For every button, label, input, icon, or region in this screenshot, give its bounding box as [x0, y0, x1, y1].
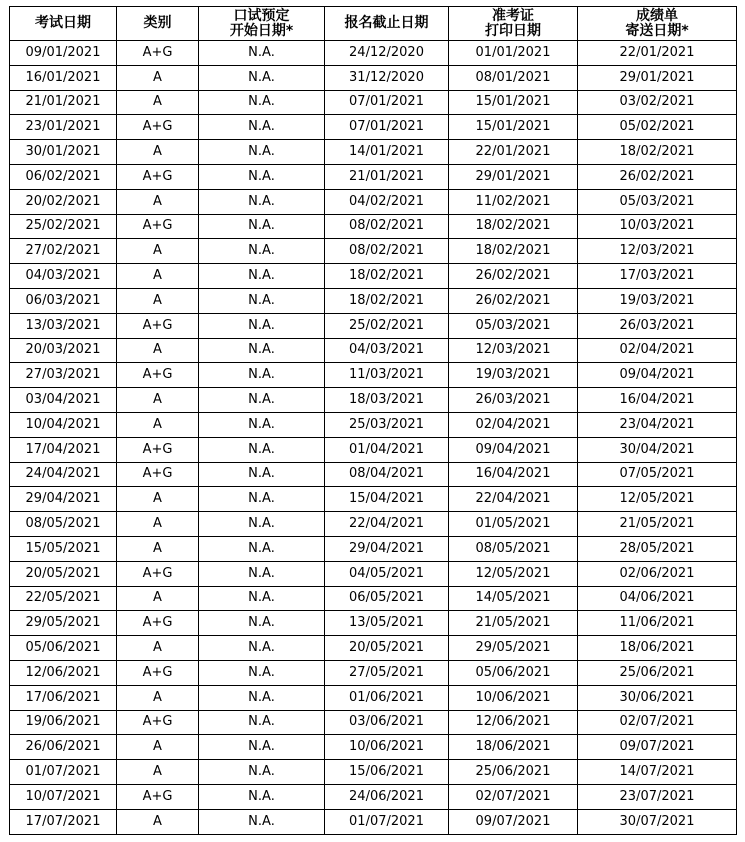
speaking-start-date-cell: N.A.: [199, 264, 325, 289]
admission-ticket-print-date-cell: 22/04/2021: [449, 487, 578, 512]
exam-date-cell: 23/01/2021: [10, 115, 117, 140]
admission-ticket-print-date-cell: 26/03/2021: [449, 388, 578, 413]
registration-deadline-cell: 11/03/2021: [325, 363, 449, 388]
speaking-start-date-cell: N.A.: [199, 288, 325, 313]
exam-date-cell: 10/07/2021: [10, 784, 117, 809]
admission-ticket-print-date-cell: 12/06/2021: [449, 710, 578, 735]
exam-date-cell: 12/06/2021: [10, 660, 117, 685]
table-row: [10, 412, 737, 437]
speaking-start-date-cell: N.A.: [199, 388, 325, 413]
results-dispatch-date-cell: 23/07/2021: [578, 784, 737, 809]
results-dispatch-date-cell: 14/07/2021: [578, 760, 737, 785]
exam-date-cell: 20/03/2021: [10, 338, 117, 363]
column-header-line: 准考证: [492, 7, 534, 24]
results-dispatch-date-cell: 03/02/2021: [578, 90, 737, 115]
category-cell: A+G: [117, 710, 199, 735]
speaking-start-date-cell: N.A.: [199, 660, 325, 685]
exam-date-cell: 04/03/2021: [10, 264, 117, 289]
table-row: [10, 388, 737, 413]
table-row: [10, 487, 737, 512]
admission-ticket-print-date-cell: 15/01/2021: [449, 115, 578, 140]
results-dispatch-date-cell: 04/06/2021: [578, 586, 737, 611]
category-cell: A+G: [117, 313, 199, 338]
speaking-start-date-cell: N.A.: [199, 462, 325, 487]
exam-date-cell: 26/06/2021: [10, 735, 117, 760]
speaking-start-date-cell: N.A.: [199, 313, 325, 338]
speaking-start-date-cell: N.A.: [199, 735, 325, 760]
category-cell: A: [117, 239, 199, 264]
admission-ticket-print-date-cell: 19/03/2021: [449, 363, 578, 388]
registration-deadline-cell: 01/04/2021: [325, 437, 449, 462]
speaking-start-date-cell: N.A.: [199, 140, 325, 165]
column-header-line: 开始日期*: [229, 22, 294, 39]
speaking-start-date-cell: N.A.: [199, 239, 325, 264]
table-row: [10, 264, 737, 289]
column-header-speaking-start-date: [199, 7, 325, 41]
registration-deadline-cell: 01/06/2021: [325, 685, 449, 710]
table-row: [10, 363, 737, 388]
table-row: [10, 65, 737, 90]
results-dispatch-date-cell: 28/05/2021: [578, 536, 737, 561]
category-cell: A+G: [117, 561, 199, 586]
results-dispatch-date-cell: 30/07/2021: [578, 809, 737, 834]
table-row: [10, 561, 737, 586]
results-dispatch-date-cell: 07/05/2021: [578, 462, 737, 487]
category-cell: A: [117, 586, 199, 611]
admission-ticket-print-date-cell: 09/04/2021: [449, 437, 578, 462]
table-row: [10, 636, 737, 661]
category-cell: A+G: [117, 41, 199, 66]
registration-deadline-cell: 21/01/2021: [325, 164, 449, 189]
column-header-registration-deadline: [325, 7, 449, 41]
results-dispatch-date-cell: 29/01/2021: [578, 65, 737, 90]
table-row: [10, 313, 737, 338]
admission-ticket-print-date-cell: 05/03/2021: [449, 313, 578, 338]
table-row: [10, 735, 737, 760]
table-row: [10, 164, 737, 189]
table-row: [10, 214, 737, 239]
speaking-start-date-cell: N.A.: [199, 536, 325, 561]
exam-date-cell: 19/06/2021: [10, 710, 117, 735]
results-dispatch-date-cell: 30/06/2021: [578, 685, 737, 710]
table-row: [10, 809, 737, 834]
registration-deadline-cell: 13/05/2021: [325, 611, 449, 636]
category-cell: A+G: [117, 611, 199, 636]
registration-deadline-cell: 10/06/2021: [325, 735, 449, 760]
table-row: [10, 784, 737, 809]
admission-ticket-print-date-cell: 08/01/2021: [449, 65, 578, 90]
category-cell: A: [117, 809, 199, 834]
exam-date-cell: 06/02/2021: [10, 164, 117, 189]
registration-deadline-cell: 08/02/2021: [325, 214, 449, 239]
registration-deadline-cell: 27/05/2021: [325, 660, 449, 685]
speaking-start-date-cell: N.A.: [199, 214, 325, 239]
results-dispatch-date-cell: 30/04/2021: [578, 437, 737, 462]
speaking-start-date-cell: N.A.: [199, 338, 325, 363]
exam-date-cell: 16/01/2021: [10, 65, 117, 90]
exam-date-cell: 20/05/2021: [10, 561, 117, 586]
speaking-start-date-cell: N.A.: [199, 189, 325, 214]
admission-ticket-print-date-cell: 18/02/2021: [449, 214, 578, 239]
admission-ticket-print-date-cell: 01/05/2021: [449, 512, 578, 537]
results-dispatch-date-cell: 23/04/2021: [578, 412, 737, 437]
category-cell: A: [117, 288, 199, 313]
category-cell: A+G: [117, 363, 199, 388]
exam-date-cell: 17/04/2021: [10, 437, 117, 462]
exam-date-cell: 25/02/2021: [10, 214, 117, 239]
exam-date-cell: 03/04/2021: [10, 388, 117, 413]
table-row: [10, 512, 737, 537]
results-dispatch-date-cell: 26/03/2021: [578, 313, 737, 338]
registration-deadline-cell: 07/01/2021: [325, 115, 449, 140]
category-cell: A: [117, 412, 199, 437]
speaking-start-date-cell: N.A.: [199, 65, 325, 90]
registration-deadline-cell: 29/04/2021: [325, 536, 449, 561]
table-row: [10, 90, 737, 115]
category-cell: A: [117, 735, 199, 760]
registration-deadline-cell: 31/12/2020: [325, 65, 449, 90]
speaking-start-date-cell: N.A.: [199, 586, 325, 611]
exam-date-cell: 15/05/2021: [10, 536, 117, 561]
table-row: [10, 536, 737, 561]
exam-date-cell: 01/07/2021: [10, 760, 117, 785]
results-dispatch-date-cell: 02/07/2021: [578, 710, 737, 735]
table-row: [10, 685, 737, 710]
exam-date-cell: 10/04/2021: [10, 412, 117, 437]
column-header-results-dispatch-date: [578, 7, 737, 41]
category-cell: A: [117, 65, 199, 90]
category-cell: A: [117, 685, 199, 710]
column-header-category: [117, 7, 199, 41]
admission-ticket-print-date-cell: 02/04/2021: [449, 412, 578, 437]
speaking-start-date-cell: N.A.: [199, 636, 325, 661]
table-row: [10, 41, 737, 66]
table-header: [10, 7, 737, 41]
exam-date-cell: 09/01/2021: [10, 41, 117, 66]
registration-deadline-cell: 18/02/2021: [325, 264, 449, 289]
results-dispatch-date-cell: 25/06/2021: [578, 660, 737, 685]
category-cell: A: [117, 90, 199, 115]
admission-ticket-print-date-cell: 05/06/2021: [449, 660, 578, 685]
admission-ticket-print-date-cell: 02/07/2021: [449, 784, 578, 809]
admission-ticket-print-date-cell: 25/06/2021: [449, 760, 578, 785]
exam-date-cell: 17/06/2021: [10, 685, 117, 710]
registration-deadline-cell: 04/03/2021: [325, 338, 449, 363]
category-cell: A: [117, 338, 199, 363]
category-cell: A: [117, 189, 199, 214]
exam-date-cell: 08/05/2021: [10, 512, 117, 537]
registration-deadline-cell: 08/02/2021: [325, 239, 449, 264]
column-header-admission-ticket-print-date: [449, 7, 578, 41]
results-dispatch-date-cell: 26/02/2021: [578, 164, 737, 189]
speaking-start-date-cell: N.A.: [199, 90, 325, 115]
registration-deadline-cell: 15/06/2021: [325, 760, 449, 785]
admission-ticket-print-date-cell: 22/01/2021: [449, 140, 578, 165]
registration-deadline-cell: 03/06/2021: [325, 710, 449, 735]
column-header-line: 考试日期: [35, 15, 91, 31]
registration-deadline-cell: 01/07/2021: [325, 809, 449, 834]
speaking-start-date-cell: N.A.: [199, 41, 325, 66]
registration-deadline-cell: 24/12/2020: [325, 41, 449, 66]
table-row: [10, 189, 737, 214]
admission-ticket-print-date-cell: 12/03/2021: [449, 338, 578, 363]
results-dispatch-date-cell: 09/04/2021: [578, 363, 737, 388]
speaking-start-date-cell: N.A.: [199, 809, 325, 834]
registration-deadline-cell: 15/04/2021: [325, 487, 449, 512]
exam-date-cell: 13/03/2021: [10, 313, 117, 338]
exam-date-cell: 30/01/2021: [10, 140, 117, 165]
category-cell: A+G: [117, 164, 199, 189]
admission-ticket-print-date-cell: 16/04/2021: [449, 462, 578, 487]
exam-date-cell: 20/02/2021: [10, 189, 117, 214]
exam-date-cell: 06/03/2021: [10, 288, 117, 313]
results-dispatch-date-cell: 02/04/2021: [578, 338, 737, 363]
column-header-line: 成绩单: [636, 7, 678, 24]
exam-date-cell: 05/06/2021: [10, 636, 117, 661]
exam-date-cell: 29/05/2021: [10, 611, 117, 636]
table-row: [10, 710, 737, 735]
admission-ticket-print-date-cell: 21/05/2021: [449, 611, 578, 636]
category-cell: A: [117, 487, 199, 512]
exam-date-cell: 29/04/2021: [10, 487, 117, 512]
admission-ticket-print-date-cell: 18/06/2021: [449, 735, 578, 760]
registration-deadline-cell: 25/02/2021: [325, 313, 449, 338]
results-dispatch-date-cell: 02/06/2021: [578, 561, 737, 586]
registration-deadline-cell: 08/04/2021: [325, 462, 449, 487]
speaking-start-date-cell: N.A.: [199, 164, 325, 189]
table-row: [10, 239, 737, 264]
registration-deadline-cell: 07/01/2021: [325, 90, 449, 115]
registration-deadline-cell: 18/02/2021: [325, 288, 449, 313]
category-cell: A+G: [117, 214, 199, 239]
results-dispatch-date-cell: 10/03/2021: [578, 214, 737, 239]
results-dispatch-date-cell: 18/02/2021: [578, 140, 737, 165]
admission-ticket-print-date-cell: 09/07/2021: [449, 809, 578, 834]
exam-date-cell: 22/05/2021: [10, 586, 117, 611]
speaking-start-date-cell: N.A.: [199, 561, 325, 586]
table-row: [10, 462, 737, 487]
category-cell: A: [117, 760, 199, 785]
registration-deadline-cell: 20/05/2021: [325, 636, 449, 661]
table-row: [10, 760, 737, 785]
speaking-start-date-cell: N.A.: [199, 611, 325, 636]
exam-date-cell: 21/01/2021: [10, 90, 117, 115]
exam-date-cell: 27/02/2021: [10, 239, 117, 264]
registration-deadline-cell: 22/04/2021: [325, 512, 449, 537]
results-dispatch-date-cell: 09/07/2021: [578, 735, 737, 760]
results-dispatch-date-cell: 17/03/2021: [578, 264, 737, 289]
speaking-start-date-cell: N.A.: [199, 363, 325, 388]
speaking-start-date-cell: N.A.: [199, 437, 325, 462]
column-header-line: 打印日期: [485, 22, 541, 39]
table-row: [10, 437, 737, 462]
registration-deadline-cell: 04/02/2021: [325, 189, 449, 214]
column-header-line: 口试预定: [233, 7, 290, 24]
category-cell: A: [117, 536, 199, 561]
admission-ticket-print-date-cell: 08/05/2021: [449, 536, 578, 561]
admission-ticket-print-date-cell: 29/01/2021: [449, 164, 578, 189]
results-dispatch-date-cell: 18/06/2021: [578, 636, 737, 661]
column-header-exam-date: [10, 7, 117, 41]
exam-date-cell: 24/04/2021: [10, 462, 117, 487]
table-row: [10, 338, 737, 363]
speaking-start-date-cell: N.A.: [199, 784, 325, 809]
category-cell: A: [117, 140, 199, 165]
exam-date-cell: 17/07/2021: [10, 809, 117, 834]
speaking-start-date-cell: N.A.: [199, 487, 325, 512]
admission-ticket-print-date-cell: 18/02/2021: [449, 239, 578, 264]
admission-ticket-print-date-cell: 11/02/2021: [449, 189, 578, 214]
category-cell: A+G: [117, 437, 199, 462]
category-cell: A+G: [117, 115, 199, 140]
speaking-start-date-cell: N.A.: [199, 710, 325, 735]
results-dispatch-date-cell: 19/03/2021: [578, 288, 737, 313]
registration-deadline-cell: 24/06/2021: [325, 784, 449, 809]
results-dispatch-date-cell: 05/02/2021: [578, 115, 737, 140]
admission-ticket-print-date-cell: 10/06/2021: [449, 685, 578, 710]
table-row: [10, 288, 737, 313]
category-cell: A+G: [117, 784, 199, 809]
results-dispatch-date-cell: 16/04/2021: [578, 388, 737, 413]
category-cell: A+G: [117, 660, 199, 685]
registration-deadline-cell: 06/05/2021: [325, 586, 449, 611]
column-header-line: 寄送日期*: [625, 22, 689, 39]
speaking-start-date-cell: N.A.: [199, 115, 325, 140]
admission-ticket-print-date-cell: 14/05/2021: [449, 586, 578, 611]
admission-ticket-print-date-cell: 29/05/2021: [449, 636, 578, 661]
results-dispatch-date-cell: 12/03/2021: [578, 239, 737, 264]
exam-date-cell: 27/03/2021: [10, 363, 117, 388]
table-row: [10, 660, 737, 685]
table-row: [10, 115, 737, 140]
exam-schedule-table: [9, 6, 737, 835]
admission-ticket-print-date-cell: 26/02/2021: [449, 264, 578, 289]
speaking-start-date-cell: N.A.: [199, 685, 325, 710]
column-header-line: 报名截止日期: [344, 15, 429, 31]
table-row: [10, 586, 737, 611]
admission-ticket-print-date-cell: 26/02/2021: [449, 288, 578, 313]
registration-deadline-cell: 18/03/2021: [325, 388, 449, 413]
speaking-start-date-cell: N.A.: [199, 412, 325, 437]
header-row: [10, 7, 737, 41]
category-cell: A: [117, 512, 199, 537]
category-cell: A: [117, 636, 199, 661]
registration-deadline-cell: 04/05/2021: [325, 561, 449, 586]
registration-deadline-cell: 14/01/2021: [325, 140, 449, 165]
table-row: [10, 611, 737, 636]
column-header-line: 类别: [143, 15, 172, 31]
results-dispatch-date-cell: 12/05/2021: [578, 487, 737, 512]
speaking-start-date-cell: N.A.: [199, 760, 325, 785]
table-row: [10, 140, 737, 165]
category-cell: A: [117, 388, 199, 413]
category-cell: A+G: [117, 462, 199, 487]
results-dispatch-date-cell: 21/05/2021: [578, 512, 737, 537]
table-body: [10, 41, 737, 835]
admission-ticket-print-date-cell: 15/01/2021: [449, 90, 578, 115]
results-dispatch-date-cell: 05/03/2021: [578, 189, 737, 214]
admission-ticket-print-date-cell: 01/01/2021: [449, 41, 578, 66]
category-cell: A: [117, 264, 199, 289]
results-dispatch-date-cell: 22/01/2021: [578, 41, 737, 66]
admission-ticket-print-date-cell: 12/05/2021: [449, 561, 578, 586]
registration-deadline-cell: 25/03/2021: [325, 412, 449, 437]
results-dispatch-date-cell: 11/06/2021: [578, 611, 737, 636]
speaking-start-date-cell: N.A.: [199, 512, 325, 537]
